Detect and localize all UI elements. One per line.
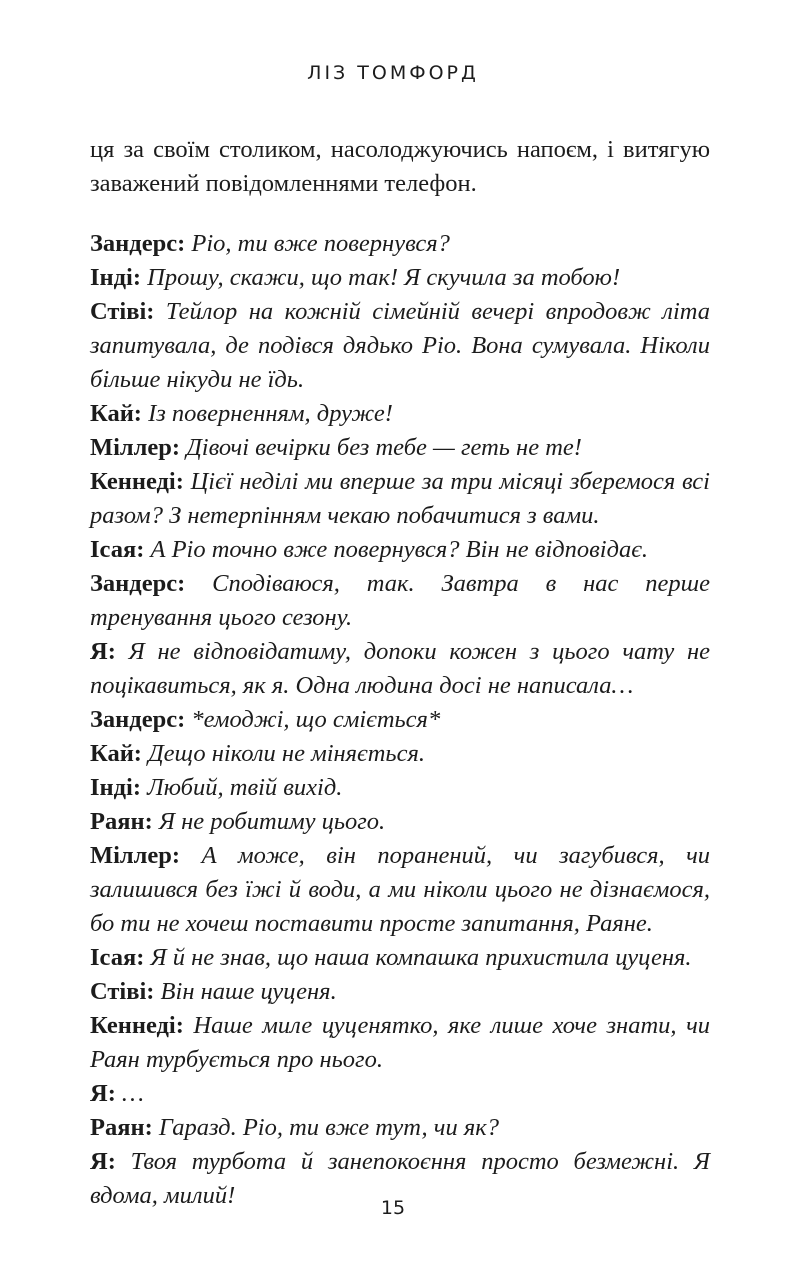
message-text: Наше миле цуценятко, яке лише хоче знати, чи Раян турбується про нього. <box>90 1012 711 1073</box>
message-text: Він наше цуценя. <box>160 978 337 1005</box>
message-text: А може, він поранений, чи загубився, чи залишився без їжі й води, а ми ніколи цього не дізнаємося, бо ти не хочеш поставити просте запитання, Раяне. <box>90 842 711 937</box>
running-title: ЛІЗ ТОМФОРД <box>307 62 479 84</box>
speaker-name: Зандерс: <box>90 230 186 257</box>
speaker-name: Кеннеді: <box>90 468 184 495</box>
message-text: Сподіваюся, так. Завтра в нас перше тренування цього сезону. <box>90 570 711 631</box>
speaker-name: Кай: <box>90 400 142 427</box>
chat-message <box>90 771 710 805</box>
speaker-name: Я: <box>90 638 116 665</box>
message-text: Із поверненням, друже! <box>148 400 393 427</box>
speaker-name: Я: <box>90 1080 116 1107</box>
message-text: Дівочі вечірки без тебе — геть не те! <box>186 434 582 461</box>
chat-message <box>90 1077 710 1111</box>
speaker-name: Інді: <box>90 264 142 291</box>
message-text: Ріо, ти вже повернувся? <box>191 230 450 257</box>
speaker-name: Інді: <box>90 774 142 801</box>
speaker-name: Раян: <box>90 1114 153 1141</box>
message-text: *емоджі, що сміється* <box>191 706 441 733</box>
speaker-name: Ісая: <box>90 944 145 971</box>
speaker-name: Стіві: <box>90 978 155 1005</box>
chat-message <box>90 839 710 941</box>
message-text: Прошу, скажи, що так! Я скучила за тобою! <box>147 264 621 291</box>
chat-message <box>90 703 710 737</box>
message-text: Я не робитиму цього. <box>158 808 386 835</box>
chat-transcript <box>90 227 710 1213</box>
speaker-name: Зандерс: <box>90 570 186 597</box>
chat-message <box>90 465 710 533</box>
message-text: А Ріо точно вже повернувся? Він не відповідає. <box>150 536 649 563</box>
message-text: Гаразд. Ріо, ти вже тут, чи як? <box>158 1114 499 1141</box>
chat-message <box>90 1009 710 1077</box>
chat-message <box>90 805 710 839</box>
message-text: Дещо ніколи не міняється. <box>148 740 425 767</box>
message-text: Любий, твій вихід. <box>147 774 343 801</box>
chat-message <box>90 431 710 465</box>
speaker-name: Кай: <box>90 740 142 767</box>
chat-message <box>90 533 710 567</box>
chat-message <box>90 567 710 635</box>
speaker-name: Міллер: <box>90 434 181 461</box>
speaker-name: Зандерс: <box>90 706 186 733</box>
message-text: Я не відповідатиму, допоки кожен з цього чату не поцікавиться, як я. Одна людина досі не написала… <box>90 638 711 699</box>
chat-message <box>90 635 710 703</box>
chat-message <box>90 941 710 975</box>
chat-message <box>90 397 710 431</box>
chat-message <box>90 227 710 261</box>
message-text: Я й не знав, що наша компашка прихистила цуценя. <box>150 944 692 971</box>
message-text: Тейлор на кожній сімейній вечері впродовж літа запитувала, де подівся дядько Ріо. Вона сумувала. Ніколи більше нікуди не їдь. <box>90 298 710 393</box>
chat-message <box>90 295 710 397</box>
speaker-name: Кеннеді: <box>90 1012 184 1039</box>
message-text: … <box>121 1080 144 1107</box>
message-text: Цієї неділі ми вперше за три місяці зберемося всі разом? З нетерпінням чекаю побачитися з вами. <box>90 468 710 529</box>
chat-message <box>90 737 710 771</box>
speaker-name: Раян: <box>90 808 153 835</box>
intro-text: ця за своїм столиком, насолоджуючись напоєм, і витягую заважений повідомленнями телефон. <box>90 136 710 197</box>
message-text: Твоя турбота й занепокоєння просто безмежні. Я вдома, милий! <box>90 1148 711 1209</box>
page-number: 15 <box>380 1197 406 1219</box>
speaker-name: Міллер: <box>90 842 181 869</box>
chat-message <box>90 975 710 1009</box>
chat-message <box>90 261 710 295</box>
speaker-name: Я: <box>90 1148 116 1175</box>
chat-message <box>90 1111 710 1145</box>
speaker-name: Ісая: <box>90 536 145 563</box>
intro-paragraph <box>90 133 710 201</box>
speaker-name: Стіві: <box>90 298 155 325</box>
